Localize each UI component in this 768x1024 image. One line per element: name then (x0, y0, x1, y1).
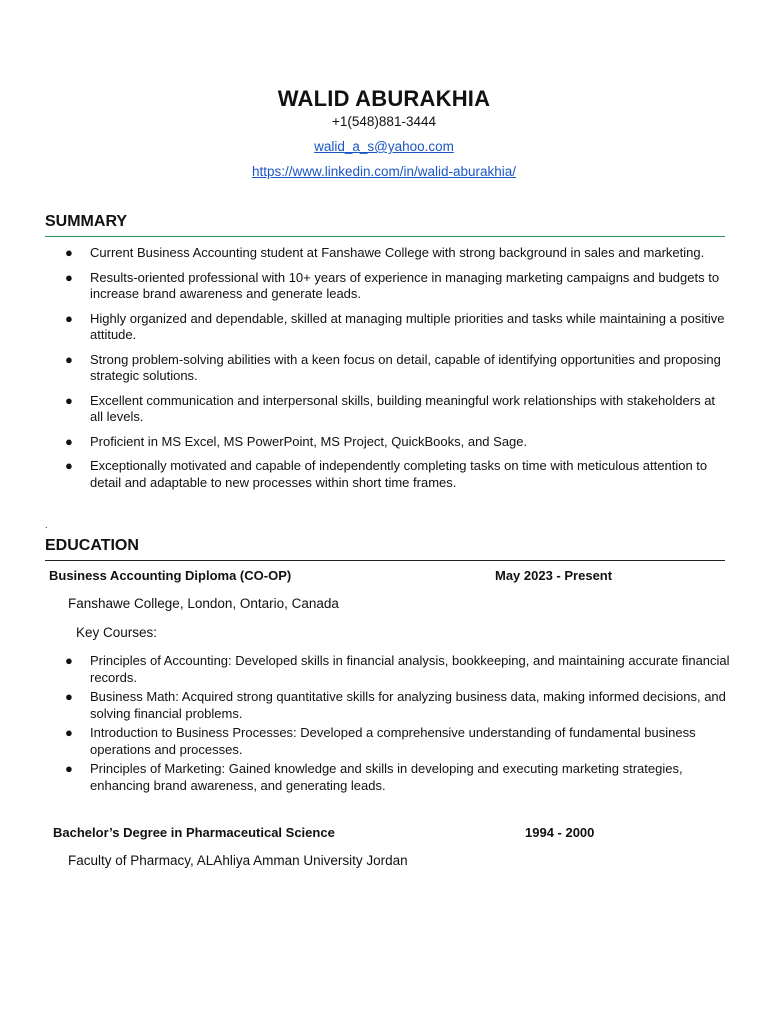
bullet-icon: ● (65, 269, 73, 285)
degree-dates: 1994 - 2000 (525, 825, 595, 840)
education-heading: EDUCATION (45, 537, 139, 554)
school-name: Fanshawe College, London, Ontario, Canada (68, 596, 339, 611)
courses-list (0, 653, 730, 797)
summary-item: ● Current Business Accounting student at Fanshawe College with strong background in sales and marketing. (65, 245, 705, 260)
summary-item: ● Strong problem-solving abilities with a keen focus on detail, capable of identifying opportunities and proposing strategic solutions. (65, 351, 721, 383)
bullet-icon: ● (65, 351, 73, 367)
course-item: ● Principles of Marketing: Gained knowledge and skills in developing and executing marketing strategies, enhancing brand awareness, and generating leads. (65, 761, 683, 793)
summary-item: ● Exceptionally motivated and capable of independently completing tasks on time with meticulous attention to detail and adaptable to new processes within short time frames. (65, 458, 708, 490)
summary-item: ● Results-oriented professional with 10+ years of experience in managing marketing campaigns and budgets to increase brand awareness and generate leads. (65, 269, 720, 301)
bullet-icon: ● (65, 392, 73, 408)
bullet-icon: ● (65, 433, 73, 449)
bullet-icon: ● (65, 725, 73, 740)
bullet-icon: ● (65, 245, 73, 260)
summary-divider (45, 236, 725, 237)
linkedin-link[interactable]: https://www.linkedin.com/in/walid-aburakhia/ (251, 164, 517, 179)
school-name: Faculty of Pharmacy, ALAhliya Amman University Jordan (68, 853, 408, 868)
bullet-icon: ● (65, 310, 73, 326)
stray-mark: . (45, 520, 48, 530)
bullet-icon: ● (65, 458, 73, 473)
education-divider (45, 560, 725, 561)
summary-item: ● Excellent communication and interpersonal skills, building meaningful work relationships with stakeholders at all levels. (65, 392, 716, 424)
course-item: ● Principles of Accounting: Developed skills in financial analysis, bookkeeping, and maintaining accurate financial records. (65, 653, 730, 685)
candidate-name: WALID ABURAKHIA (277, 86, 491, 111)
degree-title: Business Accounting Diploma (CO-OP) (49, 568, 292, 583)
degree-title: Bachelor’s Degree in Pharmaceutical Science (53, 825, 335, 840)
course-item: ● Introduction to Business Processes: Developed a comprehensive understanding of fundamental business operations and processes. (65, 725, 696, 757)
email-link[interactable]: walid_a_s@yahoo.com (314, 139, 454, 154)
bullet-icon: ● (65, 761, 73, 776)
bullet-icon: ● (65, 653, 73, 668)
summary-heading: SUMMARY (45, 213, 128, 230)
degree-dates: May 2023 - Present (495, 568, 613, 583)
course-item: ● Business Math: Acquired strong quantitative skills for analyzing business data, making informed decisions, and solving financial problems. (65, 689, 726, 721)
summary-item: ● Proficient in MS Excel, MS PowerPoint, MS Project, QuickBooks, and Sage. (65, 433, 528, 449)
phone-number: +1(548)881-3444 (332, 114, 436, 129)
summary-list (0, 245, 730, 499)
bullet-icon: ● (65, 689, 73, 704)
key-courses-label: Key Courses: (76, 625, 158, 640)
summary-item: ● Highly organized and dependable, skilled at managing multiple priorities and tasks while maintaining a positive attitude. (65, 310, 725, 342)
